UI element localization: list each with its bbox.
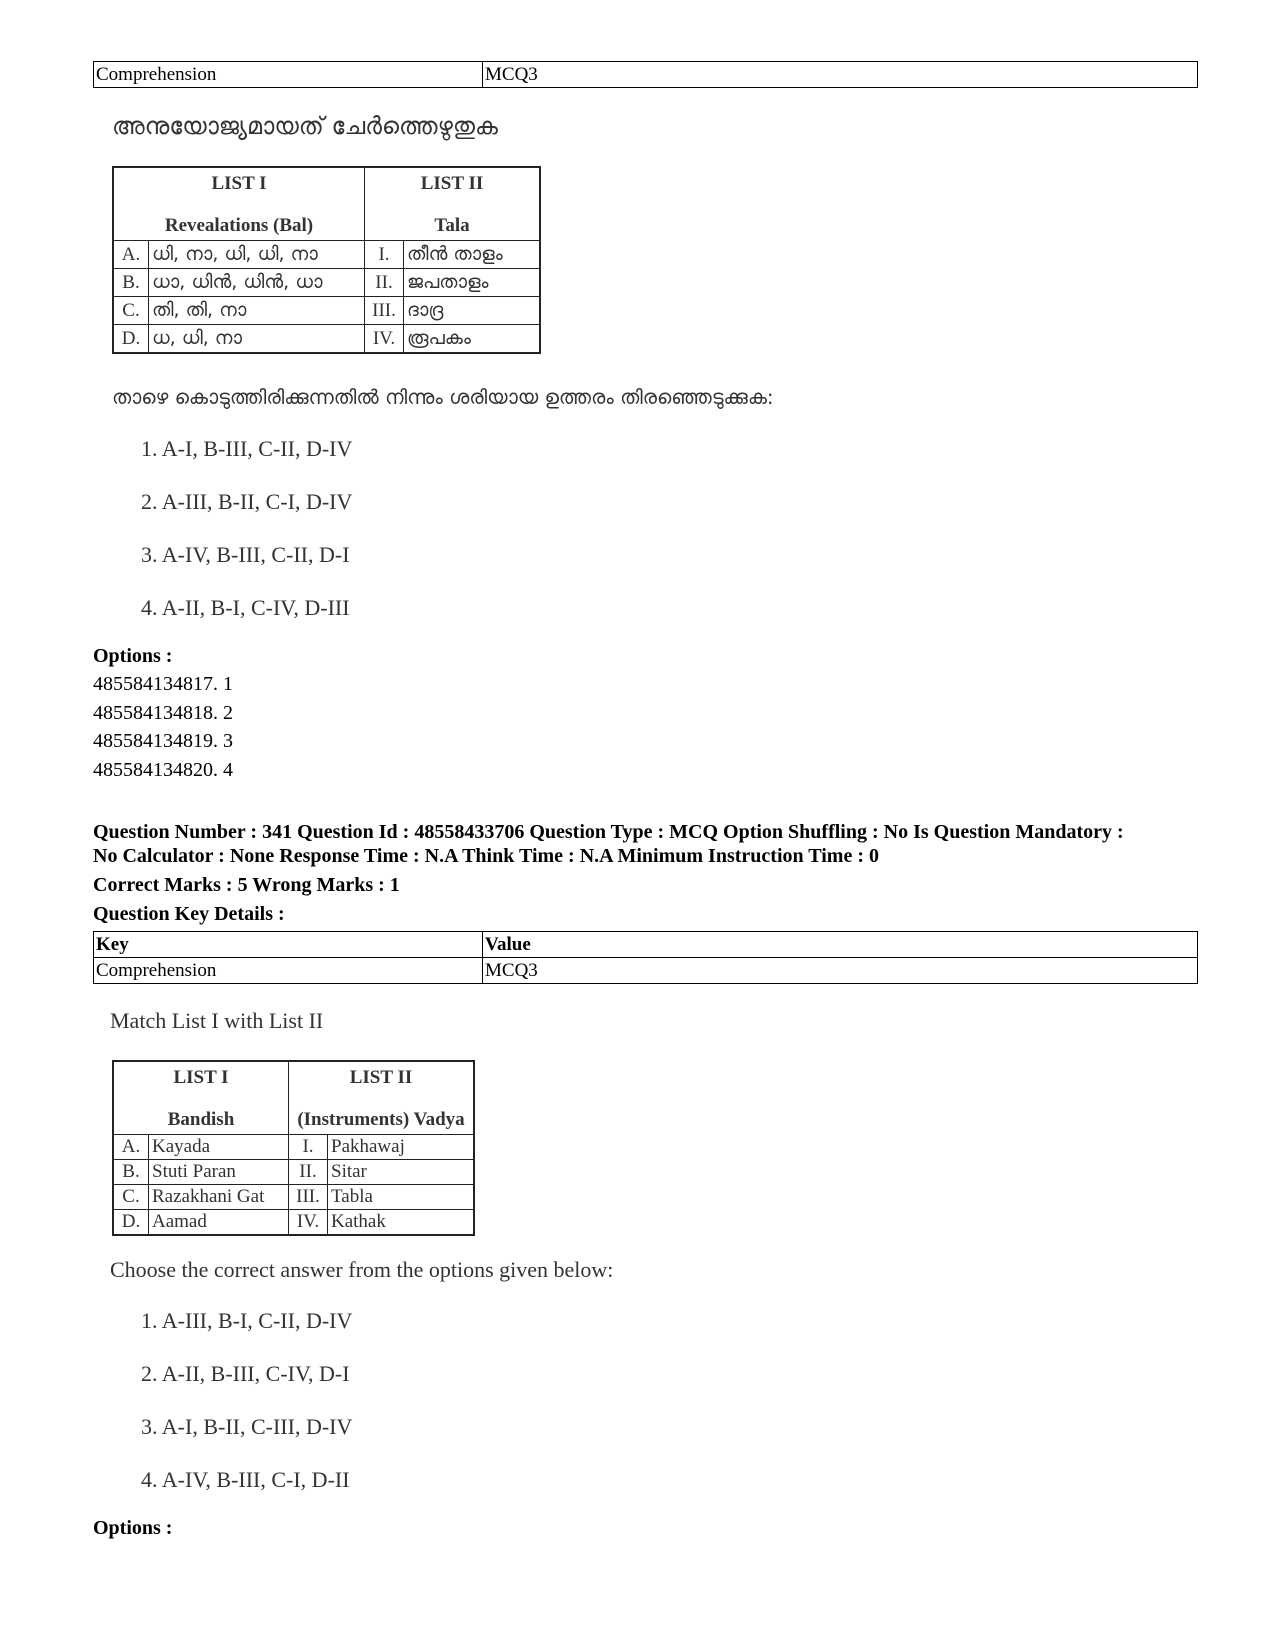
list1-item: ധ, ധി, നാ [149, 325, 365, 354]
list2-header [365, 167, 541, 241]
row-letter: B. [113, 269, 149, 297]
list1-header [113, 167, 365, 241]
row-numeral: II. [365, 269, 404, 297]
table-row [113, 241, 540, 269]
table-row [113, 325, 540, 354]
table-row [113, 1210, 474, 1236]
row-letter: B. [113, 1160, 149, 1185]
table-row [113, 1160, 474, 1185]
q2-marks: Correct Marks : 5 Wrong Marks : 1 [93, 874, 400, 896]
row-numeral: I. [289, 1135, 328, 1160]
row-numeral: IV. [289, 1210, 328, 1236]
q2-key-details-label: Question Key Details : [93, 903, 285, 925]
list1-item: Stuti Paran [149, 1160, 289, 1185]
row-numeral: I. [365, 241, 404, 269]
list1-item: ധി, നാ, ധി, ധി, നാ [149, 241, 365, 269]
list1-title: LIST I [173, 1067, 229, 1088]
q2-match-table [112, 1060, 475, 1236]
list2-item: Pakhawaj [328, 1135, 475, 1160]
row-letter: C. [113, 1185, 149, 1210]
row-letter: A. [113, 1135, 149, 1160]
value-cell: MCQ3 [483, 62, 1198, 88]
value-header: Value [483, 932, 1198, 958]
q2-choose-text: Choose the correct answer from the options given below: [110, 1257, 614, 1282]
table-row [113, 1135, 474, 1160]
row-letter: A. [113, 241, 149, 269]
answer-choice: 3. A-I, B-II, C-III, D-IV [141, 1414, 353, 1439]
option-line: 485584134819. 3 [93, 730, 233, 752]
row-numeral: IV. [365, 325, 404, 354]
option-line: 485584134818. 2 [93, 702, 233, 724]
list2-header [289, 1061, 475, 1135]
list1-sub: Revealations (Bal) [164, 215, 314, 236]
q1-match-table [112, 166, 541, 354]
row-numeral: III. [289, 1185, 328, 1210]
answer-choice: 1. A-I, B-III, C-II, D-IV [141, 436, 353, 461]
list2-sub: (Instruments) Vadya [297, 1109, 465, 1130]
answer-choice: 2. A-II, B-III, C-IV, D-I [141, 1361, 350, 1386]
answer-choice: 1. A-III, B-I, C-II, D-IV [141, 1308, 353, 1333]
option-line: 485584134817. 1 [93, 673, 233, 695]
list1-item: Aamad [149, 1210, 289, 1236]
q2-meta-line2: No Calculator : None Response Time : N.A Think Time : N.A Minimum Instruction Time : 0 [93, 845, 879, 867]
row-letter: C. [113, 297, 149, 325]
list2-item: തീൻ താളം [404, 241, 541, 269]
row-numeral: III. [365, 297, 404, 325]
key-cell: Comprehension [94, 62, 483, 88]
value-cell: MCQ3 [483, 958, 1198, 984]
list2-item: ജപതാളം [404, 269, 541, 297]
q1-instruction: അനുയോജ്യമായത് ചേർത്തെഴുതുക [112, 112, 498, 140]
list1-title: LIST I [211, 173, 267, 194]
list1-item: Kayada [149, 1135, 289, 1160]
q1-choose-text: താഴെ കൊടുത്തിരിക്കുന്നതിൽ നിന്നും ശരിയായ ഉത്തരം തിരഞ്ഞെടുക്കുക: [112, 385, 774, 409]
list1-item: Razakhani Gat [149, 1185, 289, 1210]
table-row [94, 62, 1198, 88]
option-line: 485584134820. 4 [93, 759, 233, 781]
q2-key-table [93, 931, 1198, 984]
list2-item: Tabla [328, 1185, 475, 1210]
q2-options-label: Options : [93, 1517, 173, 1539]
list2-item: Kathak [328, 1210, 475, 1236]
list2-sub: Tala [434, 215, 470, 236]
table-header-row [94, 932, 1198, 958]
list2-title: LIST II [420, 173, 484, 194]
list1-item: തി, തി, നാ [149, 297, 365, 325]
table-row [94, 958, 1198, 984]
list1-sub: Bandish [167, 1109, 235, 1130]
row-letter: D. [113, 1210, 149, 1236]
row-letter: D. [113, 325, 149, 354]
key-cell: Comprehension [94, 958, 483, 984]
answer-choice: 4. A-II, B-I, C-IV, D-III [141, 595, 350, 620]
key-header: Key [94, 932, 483, 958]
q1-key-table [93, 61, 1198, 88]
q2-meta-line1: Question Number : 341 Question Id : 48558433706 Question Type : MCQ Option Shuffling : No Is Question Mandatory : [93, 821, 1124, 843]
list2-item: ദാദ്ര [404, 297, 541, 325]
table-row [113, 1185, 474, 1210]
list1-header [113, 1061, 289, 1135]
table-row [113, 297, 540, 325]
table-header-row [113, 167, 540, 241]
list2-item: രൂപകം [404, 325, 541, 354]
answer-choice: 3. A-IV, B-III, C-II, D-I [141, 542, 350, 567]
list1-item: ധാ, ധിൻ, ധിൻ, ധാ [149, 269, 365, 297]
q2-instruction: Match List I with List II [110, 1008, 324, 1033]
list2-item: Sitar [328, 1160, 475, 1185]
list2-title: LIST II [349, 1067, 413, 1088]
q1-options-label: Options : [93, 645, 173, 667]
q2-meta [93, 820, 1203, 868]
table-header-row [113, 1061, 474, 1135]
table-row [113, 269, 540, 297]
row-numeral: II. [289, 1160, 328, 1185]
answer-choice: 2. A-III, B-II, C-I, D-IV [141, 489, 353, 514]
answer-choice: 4. A-IV, B-III, C-I, D-II [141, 1467, 350, 1492]
